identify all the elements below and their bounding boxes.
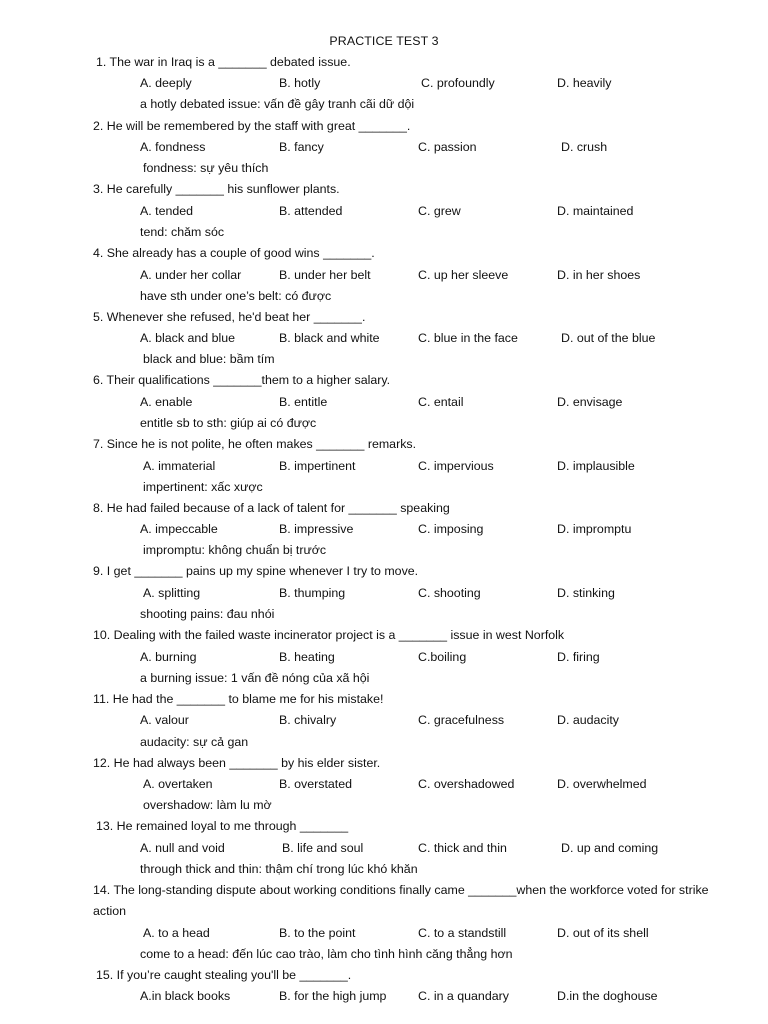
explanation-note: audacity: sự cả gan	[140, 735, 249, 749]
option-a: A. burning	[140, 650, 197, 664]
option-d: D. out of its shell	[557, 926, 649, 940]
option-b: B. heating	[279, 650, 335, 664]
option-c: C. thick and thin	[418, 841, 507, 855]
option-b: B. overstated	[279, 777, 353, 791]
option-d: D. stinking	[557, 586, 615, 600]
question-stem: 6. Their qualifications _______them to a higher salary.	[93, 373, 391, 387]
option-a: A. null and void	[140, 841, 225, 855]
page-title: PRACTICE TEST 3	[329, 34, 439, 48]
explanation-note: have sth under one’s belt: có được	[140, 289, 332, 303]
question-stem: 12. He had always been _______ by his elder sister.	[93, 756, 381, 770]
option-b: B. chivalry	[279, 713, 337, 727]
explanation-note: through thick and thin: thậm chí trong lúc khó khăn	[140, 862, 418, 876]
option-a: A. deeply	[140, 76, 192, 90]
option-c: C. overshadowed	[418, 777, 515, 791]
option-b: B. hotly	[279, 76, 321, 90]
option-d: D. implausible	[557, 459, 635, 473]
option-c: C. to a standstill	[418, 926, 507, 940]
option-d: D.in the doghouse	[557, 989, 658, 1003]
option-d: D. audacity	[557, 713, 619, 727]
option-d: D. maintained	[557, 204, 634, 218]
option-c: C. entail	[418, 395, 464, 409]
option-c: C. passion	[418, 140, 477, 154]
option-b: B. to the point	[279, 926, 356, 940]
question-stem: 14. The long-standing dispute about working conditions finally came _______when the workforce voted for strike action	[93, 883, 709, 918]
option-b: B. entitle	[279, 395, 328, 409]
option-c: C. blue in the face	[418, 331, 518, 345]
option-d: D. overwhelmed	[557, 777, 647, 791]
option-b: B. life and soul	[282, 841, 364, 855]
explanation-note: shooting pains: đau nhói	[140, 607, 275, 621]
option-a: A. overtaken	[143, 777, 213, 791]
option-b: B. impertinent	[279, 459, 356, 473]
option-d: D. heavily	[557, 76, 612, 90]
option-b: B. for the high jump	[279, 989, 387, 1003]
option-c: C.boiling	[418, 650, 467, 664]
question-stem: 5. Whenever she refused, he'd beat her _______.	[93, 310, 366, 324]
option-a: A. valour	[140, 713, 189, 727]
question-stem: 13. He remained loyal to me through _______	[96, 819, 349, 833]
option-c: C. shooting	[418, 586, 481, 600]
question-stem: 9. I get _______ pains up my spine whenever I try to move.	[93, 564, 419, 578]
question-stem: 15. If you’re caught stealing you'll be _______.	[96, 968, 352, 982]
explanation-note: fondness: sự yêu thích	[143, 161, 269, 175]
option-b: B. attended	[279, 204, 343, 218]
explanation-note: impertinent: xấc xược	[143, 480, 263, 494]
option-d: D. out of the blue	[561, 331, 656, 345]
explanation-note: tend: chăm sóc	[140, 225, 225, 239]
question-stem: 4. She already has a couple of good wins _______.	[93, 246, 375, 260]
explanation-note: entitle sb to sth: giúp ai có được	[140, 416, 317, 430]
option-a: A. under her collar	[140, 268, 242, 282]
option-b: B. black and white	[279, 331, 380, 345]
explanation-note: a burning issue: 1 vấn đề nóng của xã hội	[140, 671, 370, 685]
option-a: A. tended	[140, 204, 194, 218]
explanation-note: impromptu: không chuẩn bị trước	[143, 543, 327, 557]
question-stem: 2. He will be remembered by the staff with great _______.	[93, 119, 411, 133]
explanation-note: black and blue: bầm tím	[143, 352, 275, 366]
option-c: C. impervious	[418, 459, 494, 473]
explanation-note: overshadow: làm lu mờ	[143, 798, 272, 812]
question-stem: 11. He had the _______ to blame me for his mistake!	[93, 692, 384, 706]
option-a: A. immaterial	[143, 459, 216, 473]
option-d: D. impromptu	[557, 522, 632, 536]
question-stem: 3. He carefully _______ his sunflower plants.	[93, 182, 340, 196]
option-b: B. thumping	[279, 586, 346, 600]
option-a: A. fondness	[140, 140, 206, 154]
option-c: C. gracefulness	[418, 713, 505, 727]
option-d: D. firing	[557, 650, 600, 664]
explanation-note: come to a head: đến lúc cao trào, làm cho tình hình căng thẳng hơn	[140, 947, 513, 961]
option-a: A. enable	[140, 395, 193, 409]
question-stem: 1. The war in Iraq is a _______ debated issue.	[96, 55, 351, 69]
option-c: C. up her sleeve	[418, 268, 509, 282]
option-d: D. envisage	[557, 395, 623, 409]
option-d: D. crush	[561, 140, 608, 154]
option-c: C. imposing	[418, 522, 484, 536]
question-stem: 8. He had failed because of a lack of talent for _______ speaking	[93, 501, 450, 515]
option-a: A. splitting	[143, 586, 201, 600]
option-d: D. up and coming	[561, 841, 659, 855]
option-c: C. in a quandary	[418, 989, 509, 1003]
option-c: C. grew	[418, 204, 461, 218]
option-a: A. impeccable	[140, 522, 218, 536]
option-b: B. fancy	[279, 140, 324, 154]
option-a: A. black and blue	[140, 331, 236, 345]
option-a: A.in black books	[140, 989, 231, 1003]
option-b: B. impressive	[279, 522, 354, 536]
option-c: C. profoundly	[421, 76, 495, 90]
option-a: A. to a head	[143, 926, 210, 940]
explanation-note: a hotly debated issue: vấn đề gây tranh cãi dữ dội	[140, 97, 415, 111]
question-stem: 10. Dealing with the failed waste incinerator project is a _______ issue in west Norfolk	[93, 628, 565, 642]
option-d: D. in her shoes	[557, 268, 641, 282]
question-stem: 7. Since he is not polite, he often makes _______ remarks.	[93, 437, 417, 451]
option-b: B. under her belt	[279, 268, 371, 282]
